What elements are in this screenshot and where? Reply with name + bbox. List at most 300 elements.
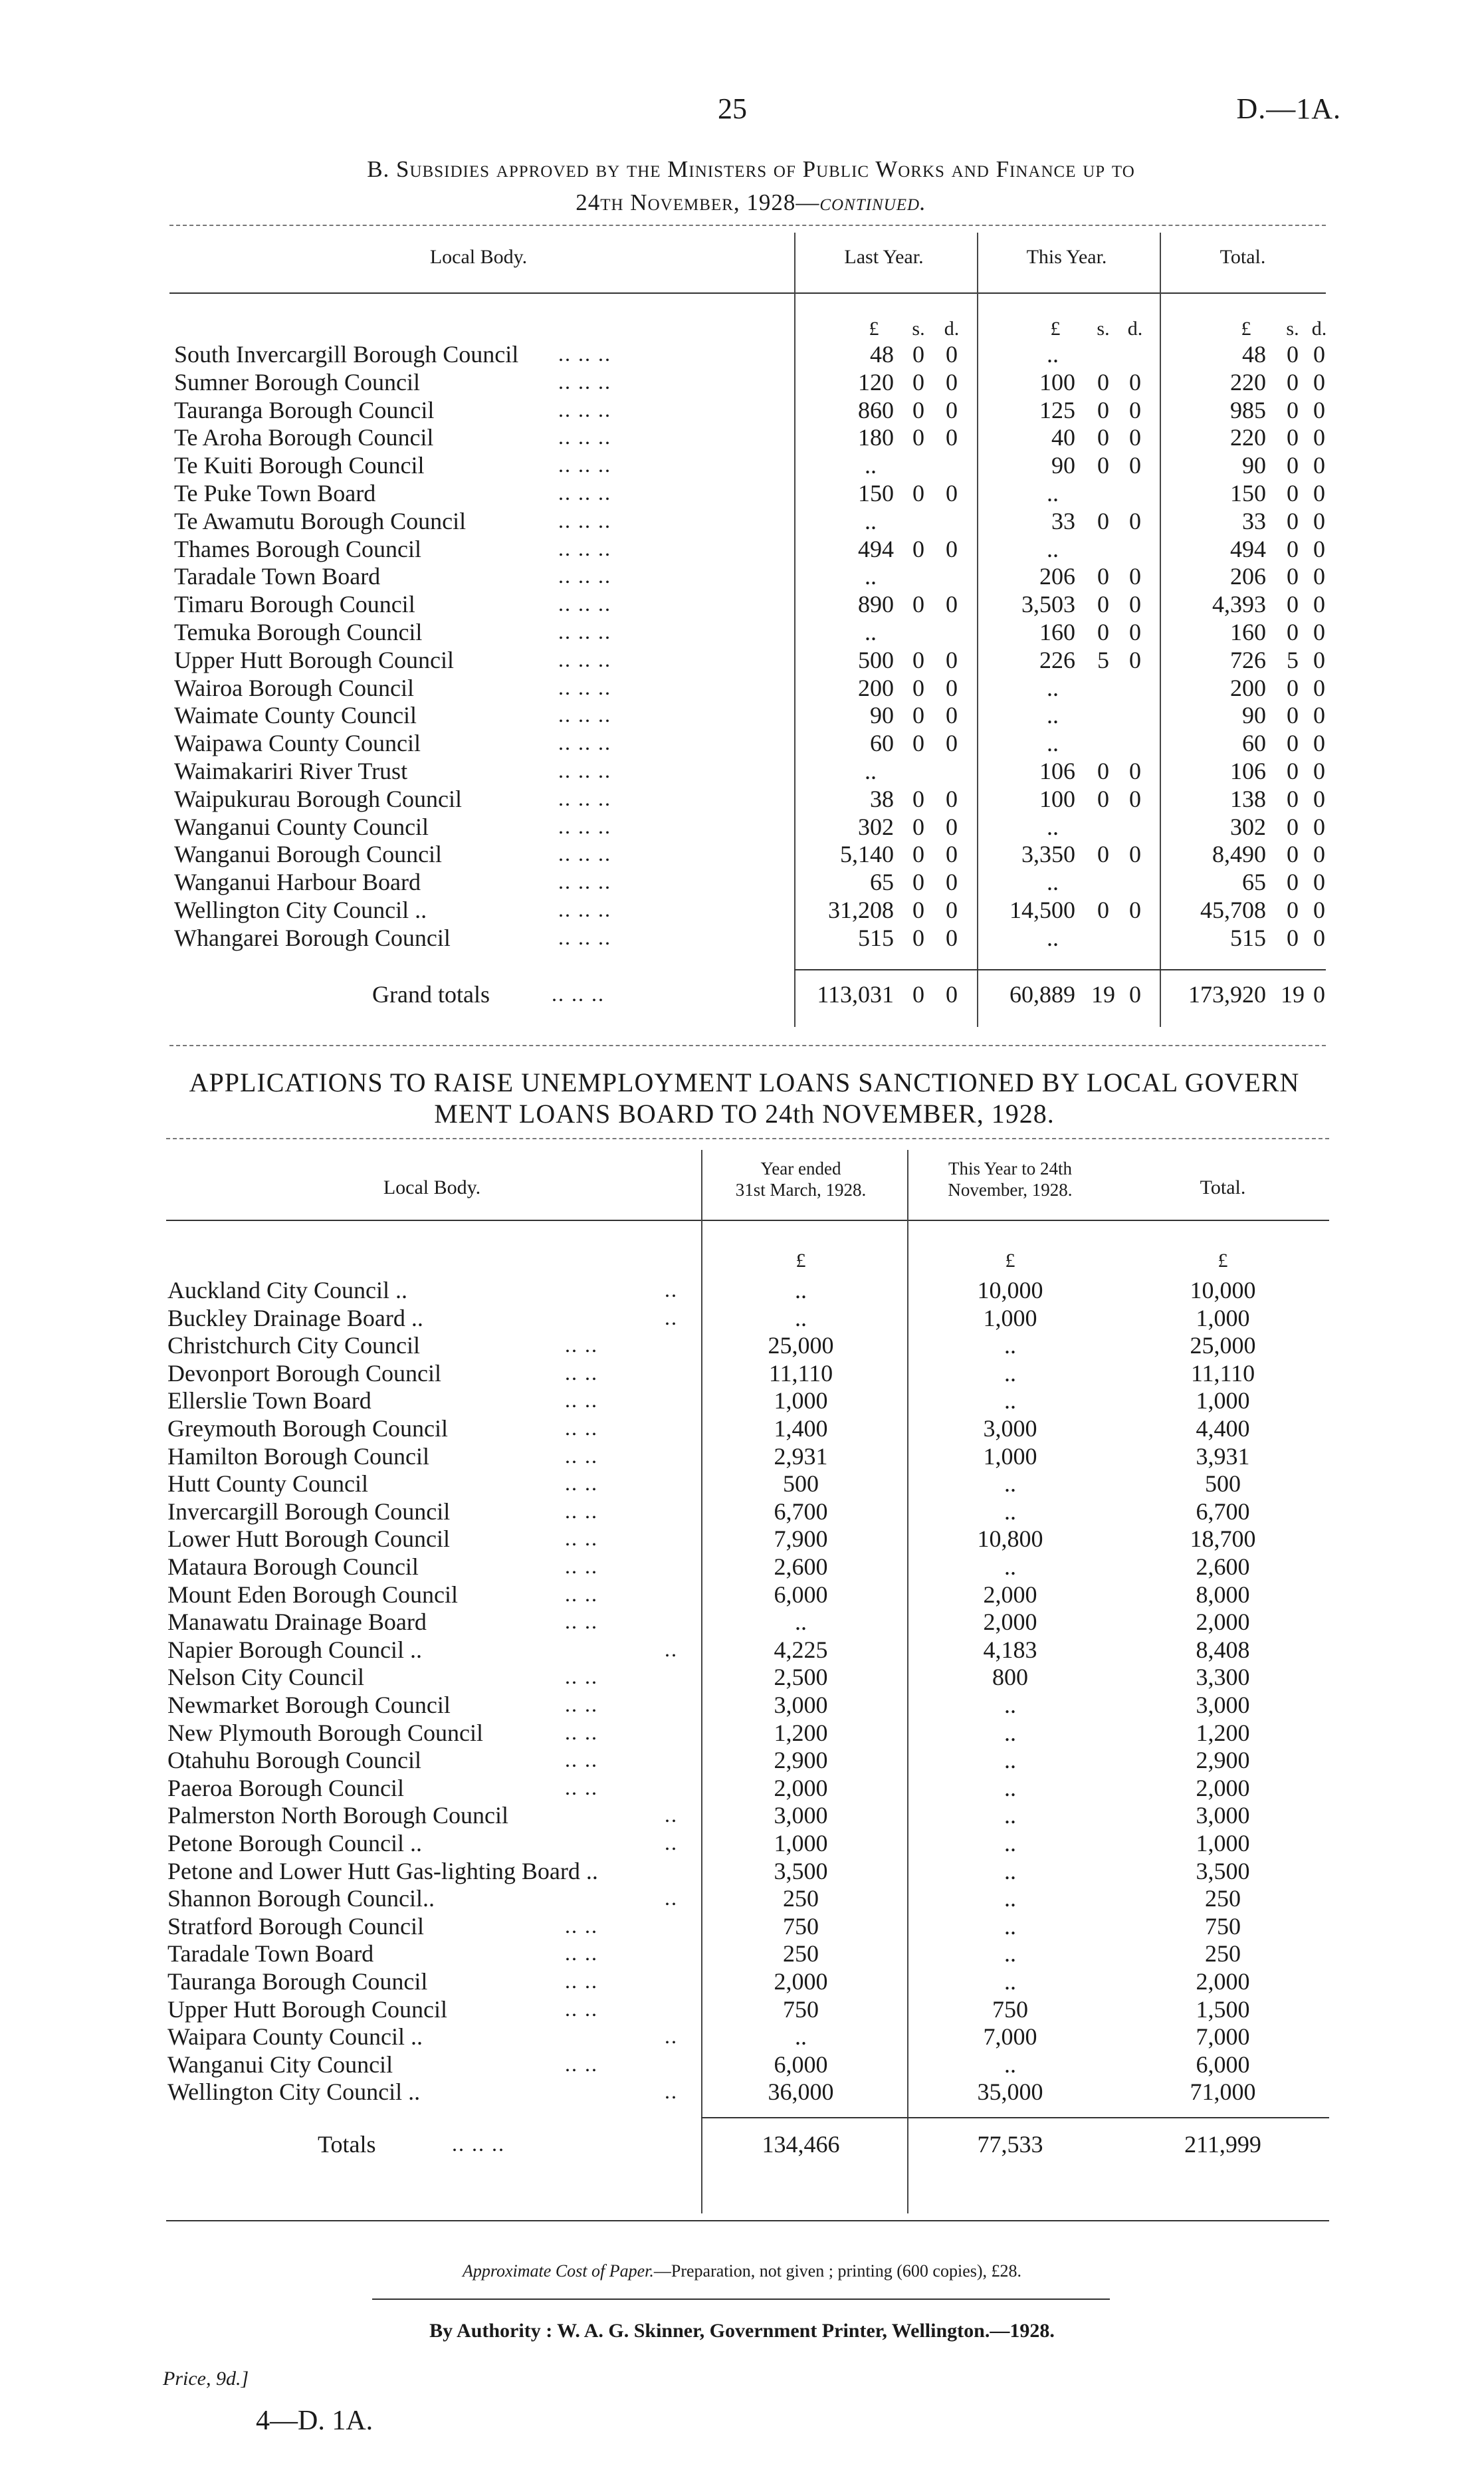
table1-unit-pound: £ [869,318,879,340]
leader-dots: .. .. .. [558,508,611,532]
leader-dots: .. [665,2024,678,2049]
leader-dots: .. .. .. [558,564,611,588]
local-body-name: Wanganui County Council [174,813,429,840]
this-year-value: .. [1004,1719,1016,1746]
last-year-pounds: 180 [858,424,894,451]
leader-dots: .. .. .. [558,425,611,449]
total-pence: 0 [1313,813,1325,840]
leader-dots: .. .. [565,1443,598,1468]
leader-dots: .. .. .. [558,397,611,421]
total-pence: 0 [1313,341,1325,368]
local-body-name: Upper Hutt Borough Council [174,646,454,673]
last-year-shillings: 0 [912,785,924,812]
leader-dots: .. .. .. [558,869,611,894]
local-body-name: Hamilton Borough Council [167,1442,429,1470]
local-body-name: Tauranga Borough Council [167,1968,428,1995]
leader-dots: .. [665,1636,678,1661]
total-pounds: 220 [1230,368,1266,395]
total-value: 8,408 [1196,1636,1250,1663]
this-year-nil: .. [1047,341,1059,368]
total-pounds: 138 [1230,785,1266,812]
local-body-name: Palmerston North Borough Council [167,1802,508,1829]
total-shillings: 0 [1287,702,1299,729]
local-body-name: Stratford Borough Council [167,1912,424,1940]
year-ended-value: 11,110 [768,1359,833,1387]
this-year-shillings: 0 [1097,619,1109,645]
this-year-value: .. [1004,1498,1016,1525]
leader-dots: .. .. [565,1498,598,1523]
grand-last-year-pence: 0 [946,981,958,1008]
this-year-pounds: 106 [1039,758,1075,784]
year-ended-value: .. [795,2023,807,2051]
leader-dots: .. .. .. [558,814,611,838]
total-pounds: 302 [1230,813,1266,840]
leader-dots: .. .. .. [558,897,611,921]
year-ended-value: 36,000 [768,2078,834,2106]
last-year-pounds: 860 [858,396,894,423]
local-body-name: Waipara County Council .. [167,2023,423,2051]
last-year-shillings: 0 [912,591,924,618]
leader-dots: .. .. [565,1360,598,1385]
last-year-shillings: 0 [912,396,924,423]
last-year-pence: 0 [946,424,958,451]
local-body-name: Paeroa Borough Council [167,1774,404,1801]
year-ended-value: .. [795,1304,807,1331]
local-body-name: Waipawa County Council [174,730,421,757]
this-year-pence: 0 [1129,841,1141,868]
leader-dots: .. .. [565,1471,598,1496]
local-body-name: Devonport Borough Council [167,1359,441,1387]
local-body-name: Nelson City Council [167,1664,364,1691]
total-value: 71,000 [1190,2078,1256,2106]
table2-col-this-year: This Year to 24th November, 1928. [948,1159,1073,1200]
total-pounds: 220 [1230,424,1266,451]
total-pounds: 106 [1230,758,1266,784]
total-value: 2,900 [1196,1747,1250,1774]
this-year-value: .. [1004,1940,1016,1967]
this-year-value: .. [1004,2051,1016,2078]
total-pounds: 494 [1230,535,1266,562]
total-value: 3,500 [1196,1857,1250,1884]
this-year-pence: 0 [1129,452,1141,479]
total-pence: 0 [1313,563,1325,590]
this-year-shillings: 0 [1097,591,1109,618]
total-pounds: 726 [1230,646,1266,673]
total-pence: 0 [1313,841,1325,868]
local-body-name: Waipukurau Borough Council [174,785,463,812]
this-year-value: .. [1004,1553,1016,1580]
this-year-pence: 0 [1129,785,1141,812]
table2-unit-pound: £ [795,1250,806,1272]
last-year-pence: 0 [946,924,958,951]
price: Price, 9d.] [163,2368,249,2390]
last-year-shillings: 0 [912,730,924,757]
table1-unit-d: d. [944,318,960,340]
this-year-nil: .. [1047,535,1059,562]
table1-divider-3 [1160,233,1161,1027]
total-pounds: 8,490 [1212,841,1266,868]
this-year-shillings: 0 [1097,897,1109,923]
total-pence: 0 [1313,730,1325,757]
last-year-pence: 0 [946,535,958,562]
this-year-value: .. [1004,1387,1016,1414]
this-year-shillings: 0 [1097,452,1109,479]
grand-total-pence: 0 [1313,981,1325,1008]
total-pence: 0 [1313,674,1325,701]
total-shillings: 0 [1287,869,1299,896]
this-year-pounds: 100 [1039,785,1075,812]
totals-year-ended: 134,466 [762,2131,840,2158]
leader-dots: .. .. .. [558,619,611,643]
year-ended-value: 2,000 [774,1968,828,1995]
total-value: 2,000 [1196,1609,1250,1636]
this-year-shillings: 0 [1097,424,1109,451]
total-shillings: 0 [1287,813,1299,840]
leader-dots: .. .. [565,1969,598,1993]
last-year-pounds: 150 [858,480,894,506]
total-pence: 0 [1313,591,1325,618]
table2-title [159,1067,1329,1129]
year-ended-value: 2,600 [774,1553,828,1580]
local-body-name: Christchurch City Council [167,1332,420,1359]
this-year-pence: 0 [1129,758,1141,784]
this-year-shillings: 0 [1097,396,1109,423]
last-year-pounds: 515 [858,924,894,951]
year-ended-value: 250 [783,1940,819,1967]
total-value: 18,700 [1190,1525,1256,1553]
grand-total-pounds: 173,920 [1188,981,1266,1008]
local-body-name: Whangarei Borough Council [174,924,451,951]
this-year-pounds: 33 [1051,507,1075,534]
this-year-shillings: 0 [1097,758,1109,784]
total-value: 6,700 [1196,1498,1250,1525]
local-body-name: Wellington City Council .. [167,2078,421,2106]
leader-dots: .. [665,1305,678,1329]
this-year-pounds: 206 [1039,563,1075,590]
year-ended-value: 3,500 [774,1857,828,1884]
total-value: 1,500 [1196,1995,1250,2023]
local-body-name: Timaru Borough Council [174,591,415,618]
year-ended-value: .. [795,1609,807,1636]
leader-dots: .. .. .. [558,703,611,727]
last-year-pounds: 302 [858,813,894,840]
year-ended-value: 2,500 [774,1664,828,1691]
this-year-pence: 0 [1129,507,1141,534]
local-body-name: New Plymouth Borough Council [167,1719,483,1746]
total-shillings: 0 [1287,563,1299,590]
leader-dots: .. .. .. [558,647,611,671]
total-value: 3,000 [1196,1802,1250,1829]
this-year-pence: 0 [1129,396,1141,423]
total-pounds: 45,708 [1200,897,1266,923]
local-body-name: Auckland City Council .. [167,1277,407,1303]
table2-top-rule [166,1138,1329,1139]
total-pence: 0 [1313,702,1325,729]
total-pounds: 33 [1242,507,1266,534]
this-year-pence: 0 [1129,368,1141,395]
last-year-pounds: 31,208 [828,897,894,923]
total-shillings: 0 [1287,535,1299,562]
last-year-shillings: 0 [912,424,924,451]
totals-this-year: 77,533 [977,2131,1043,2158]
this-year-nil: .. [1047,730,1059,757]
last-year-pence: 0 [946,897,958,923]
last-year-pence: 0 [946,646,958,673]
leader-dots: .. .. .. [558,786,611,810]
this-year-nil: .. [1047,924,1059,951]
grand-this-year-pence: 0 [1129,981,1141,1008]
last-year-shillings: 0 [912,646,924,673]
last-year-pounds: 38 [870,785,894,812]
table1-divider-2 [977,233,978,1027]
last-year-shillings: 0 [912,535,924,562]
this-year-value: 10,800 [977,1525,1043,1553]
table1-total-rule [794,969,1326,970]
total-pence: 0 [1313,897,1325,923]
table2-total-rule [701,2117,1329,2118]
last-year-nil: .. [865,507,877,534]
last-year-shillings: 0 [912,841,924,868]
local-body-name: Napier Borough Council .. [167,1636,422,1663]
grand-last-year-pounds: 113,031 [817,981,894,1008]
last-year-nil: .. [865,452,877,479]
local-body-name: Greymouth Borough Council [167,1415,448,1442]
total-value: 3,931 [1196,1442,1250,1470]
last-year-pounds: 500 [858,646,894,673]
this-year-pounds: 160 [1039,619,1075,645]
last-year-pounds: 494 [858,535,894,562]
total-value: 3,000 [1196,1692,1250,1718]
this-year-shillings: 0 [1097,507,1109,534]
total-shillings: 0 [1287,758,1299,784]
this-year-value: .. [1004,1885,1016,1912]
this-year-value: .. [1004,1830,1016,1856]
leader-dots: .. .. [565,1720,598,1744]
year-ended-value: 1,000 [774,1387,828,1414]
year-ended-value: 250 [783,1885,819,1912]
local-body-name: Otahuhu Borough Council [167,1747,421,1774]
leader-dots: .. .. [565,1913,598,1938]
total-pence: 0 [1313,424,1325,451]
year-ended-value: 6,000 [774,2051,828,2078]
leader-dots: .. .. .. [558,592,611,616]
local-body-name: Waimate County Council [174,702,417,729]
this-year-value: .. [1004,1470,1016,1498]
total-pence: 0 [1313,535,1325,562]
total-value: 1,200 [1196,1719,1250,1746]
total-pence: 0 [1313,646,1325,673]
leader-dots: .. .. .. [558,481,611,504]
total-pence: 0 [1313,758,1325,784]
this-year-pounds: 90 [1051,452,1075,479]
table1-unit-s: s. [912,318,925,340]
local-body-name: Wanganui Borough Council [174,841,443,868]
this-year-pounds: 40 [1051,424,1075,451]
leader-dots: .. .. [565,2051,598,2076]
this-year-value: .. [1004,1912,1016,1940]
total-shillings: 0 [1287,591,1299,618]
total-pounds: 150 [1230,480,1266,506]
leader-dots: .. .. .. [558,675,611,699]
year-ended-value: 6,700 [774,1498,828,1525]
total-value: 25,000 [1190,1332,1256,1359]
total-value: 500 [1205,1470,1241,1498]
total-pence: 0 [1313,396,1325,423]
leader-dots: .. .. [565,1996,598,2021]
last-year-pounds: 120 [858,368,894,395]
table1-unit-pound: £ [1050,318,1061,340]
page-number: 25 [718,92,747,125]
total-value: 8,000 [1196,1581,1250,1608]
year-ended-value: 500 [783,1470,819,1498]
this-year-value: 7,000 [983,2023,1037,2051]
last-year-shillings: 0 [912,813,924,840]
total-pence: 0 [1313,619,1325,645]
total-shillings: 5 [1287,646,1299,673]
this-year-pounds: 3,350 [1021,841,1075,868]
this-year-value: 3,000 [983,1415,1037,1442]
last-year-pounds: 200 [858,674,894,701]
leader-dots: .. .. [565,1692,598,1716]
leader-dots: .. .. [565,1581,598,1606]
local-body-name: Lower Hutt Borough Council [167,1525,450,1553]
leader-dots: .. [665,1886,678,1910]
total-pence: 0 [1313,368,1325,395]
total-value: 4,400 [1196,1415,1250,1442]
this-year-pence: 0 [1129,563,1141,590]
this-year-value: .. [1004,1332,1016,1359]
total-pounds: 4,393 [1212,591,1266,618]
local-body-name: Wanganui City Council [167,2051,393,2078]
table1-title [173,153,1329,219]
total-value: 3,300 [1196,1664,1250,1691]
total-shillings: 0 [1287,480,1299,506]
local-body-name: Te Kuiti Borough Council [174,452,425,479]
last-year-shillings: 0 [912,924,924,951]
total-pence: 0 [1313,785,1325,812]
local-body-name: Petone and Lower Hutt Gas-lighting Board .. [167,1857,598,1884]
this-year-value: 1,000 [983,1304,1037,1331]
total-value: 2,600 [1196,1553,1250,1580]
total-pence: 0 [1313,869,1325,896]
total-value: 2,000 [1196,1968,1250,1995]
table2-title-line1: APPLICATIONS TO RAISE UNEMPLOYMENT LOANS SANCTIONED BY LOCAL GOVERN [189,1067,1300,1097]
local-body-name: South Invercargill Borough Council [174,341,519,368]
local-body-name: Taradale Town Board [174,563,381,590]
this-year-value: .. [1004,1359,1016,1387]
leader-dots: .. .. .. [558,369,611,393]
local-body-name: Temuka Borough Council [174,619,423,645]
table1-bottom-rule [169,1045,1326,1046]
table1-unit-pound: £ [1241,318,1251,340]
this-year-pounds: 3,503 [1021,591,1075,618]
this-year-value: 1,000 [983,1442,1037,1470]
this-year-shillings: 0 [1097,563,1109,590]
total-value: 11,110 [1190,1359,1255,1387]
this-year-value: 800 [992,1664,1028,1691]
last-year-shillings: 0 [912,869,924,896]
table2-header-rule [166,1220,1329,1221]
this-year-shillings: 0 [1097,785,1109,812]
signature-mark: 4—D. 1A. [256,2406,373,2436]
this-year-value: 10,000 [977,1277,1043,1303]
local-body-name: Hutt County Council [167,1470,369,1498]
last-year-shillings: 0 [912,674,924,701]
this-year-value: 2,000 [983,1581,1037,1608]
total-value: 750 [1205,1912,1241,1940]
total-shillings: 0 [1287,897,1299,923]
this-year-value: .. [1004,1857,1016,1884]
this-year-pence: 0 [1129,591,1141,618]
leader-dots: .. .. [565,1609,598,1634]
leader-dots: .. .. [565,1526,598,1551]
document-reference: D.—1A. [1236,92,1341,125]
table1-col-total: Total. [1219,246,1266,268]
local-body-name: Wairoa Borough Council [174,674,415,701]
total-shillings: 0 [1287,674,1299,701]
total-pounds: 515 [1230,924,1266,951]
this-year-value: .. [1004,1968,1016,1995]
table1-col-last-year: Last Year. [844,246,924,268]
totals-total: 211,999 [1184,2131,1261,2158]
last-year-pounds: 48 [870,341,894,368]
last-year-pounds: 60 [870,730,894,757]
last-year-pounds: 65 [870,869,894,896]
leader-dots: .. .. [565,1333,598,1357]
total-value: 250 [1205,1940,1241,1967]
this-year-value: 35,000 [977,2078,1043,2106]
total-pounds: 985 [1230,396,1266,423]
total-shillings: 0 [1287,924,1299,951]
this-year-value: .. [1004,1802,1016,1829]
this-year-pence: 0 [1129,646,1141,673]
this-year-pence: 0 [1129,897,1141,923]
last-year-pence: 0 [946,396,958,423]
table1-unit-s: s. [1097,318,1110,340]
year-ended-value: 750 [783,1912,819,1940]
total-value: 1,000 [1196,1304,1250,1331]
table1-unit-d: d. [1127,318,1143,340]
table1-header-rule [169,292,1326,294]
cost-note: Approximate Cost of Paper.—Preparation, not given ; printing (600 copies), £28. [462,2261,1022,2281]
year-ended-value: 4,225 [774,1636,828,1663]
table1-col-local-body: Local Body. [429,246,528,268]
last-year-pence: 0 [946,841,958,868]
leader-dots: .. .. .. [558,841,611,866]
total-shillings: 0 [1287,730,1299,757]
year-ended-value: 3,000 [774,1802,828,1829]
local-body-name: Wanganui Harbour Board [174,869,421,896]
last-year-pence: 0 [946,480,958,506]
table1-unit-s: s. [1286,318,1299,340]
leader-dots: .. [665,1803,678,1827]
last-year-nil: .. [865,619,877,645]
leader-dots: .. .. .. [558,758,611,782]
table1-title-line2: 24th November, 1928—continued. [576,189,926,215]
last-year-shillings: 0 [912,480,924,506]
last-year-pence: 0 [946,702,958,729]
authority-line: By Authority : W. A. G. Skinner, Government Printer, Wellington.—1928. [429,2320,1055,2342]
total-pounds: 200 [1230,674,1266,701]
last-year-pence: 0 [946,341,958,368]
year-ended-value: 3,000 [774,1692,828,1718]
local-body-name: Manawatu Drainage Board [167,1609,427,1636]
leader-dots: .. .. [565,1941,598,1965]
local-body-name: Mount Eden Borough Council [167,1581,458,1608]
leader-dots: .. .. .. [558,536,611,560]
leader-dots: .. .. .. [558,342,611,366]
total-shillings: 0 [1287,841,1299,868]
